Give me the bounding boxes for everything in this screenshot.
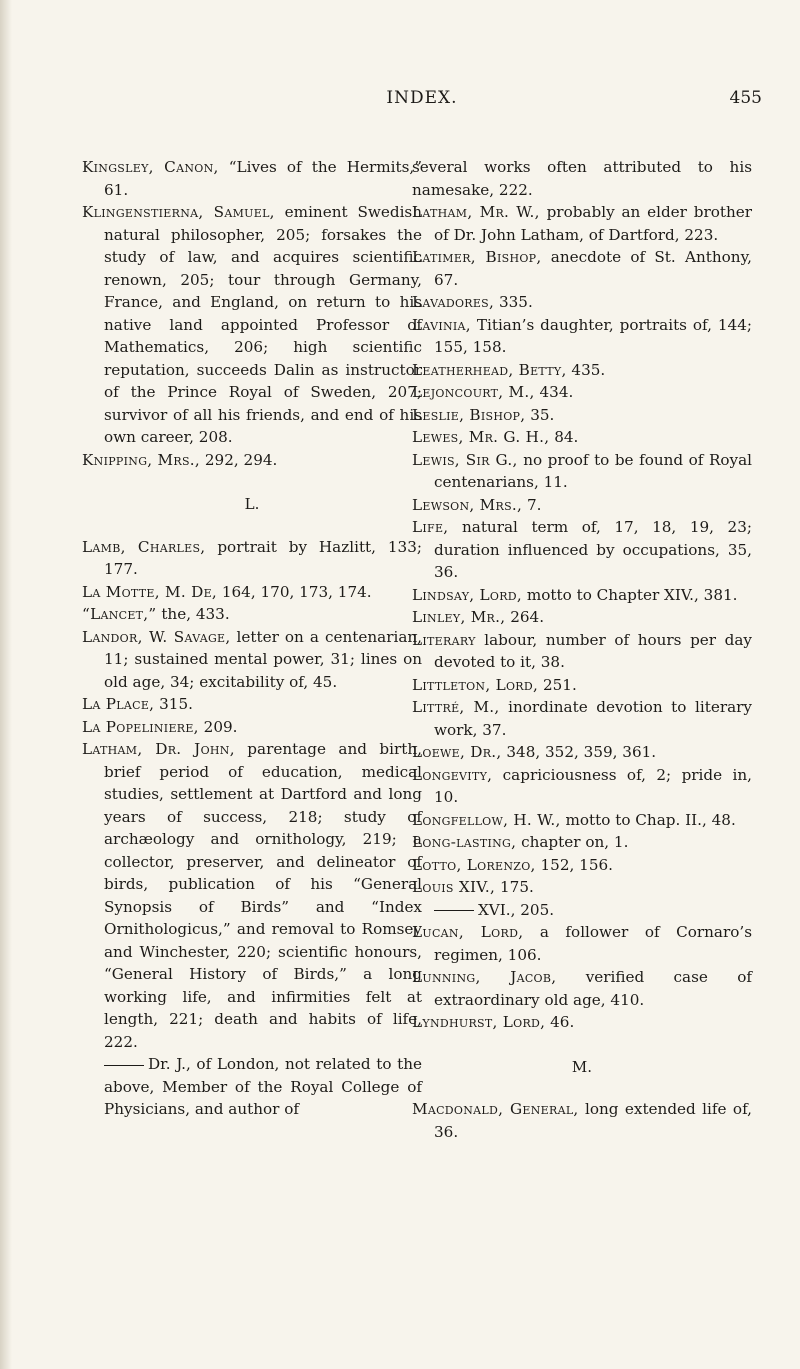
- entry-body: motto to Chap. II., 48.: [560, 810, 736, 829]
- left-column: [82, 156, 422, 1121]
- entry-body: several works often attributed to his namesake, 222.: [412, 158, 752, 199]
- entry-head: La Popeliniere,: [82, 717, 199, 736]
- index-entry: [412, 584, 752, 607]
- entry-head: Longfellow, H. W.,: [412, 810, 561, 829]
- entry-head: Lyndhurst, Lord,: [412, 1013, 546, 1031]
- entry-head: Lewis, Sir G.,: [412, 450, 518, 469]
- index-entry: [412, 314, 752, 359]
- index-entry: [82, 449, 422, 472]
- entry-head: Loewe, Dr.,: [412, 743, 502, 761]
- index-entry: [412, 359, 752, 382]
- right-entries-after: [412, 921, 752, 1034]
- index-entry: [412, 381, 752, 404]
- entry-head: “Lancet,”: [82, 605, 157, 623]
- entry-head: Lavinia,: [412, 315, 471, 334]
- entry-head: Landor, W. Savage,: [82, 627, 231, 646]
- entry-sub-body: 205.: [515, 900, 555, 919]
- entry-head: Latimer, Bishop,: [412, 248, 542, 266]
- page-spine-shadow: [0, 0, 12, 1369]
- entry-body: no proof to be found of Royal centenarians, 11.: [434, 450, 753, 491]
- entry-body: 434.: [534, 383, 574, 401]
- entry-body: “Lives of the Hermits,” 61.: [104, 158, 422, 199]
- index-entry: [412, 449, 752, 494]
- index-entry: [412, 246, 752, 291]
- entry-head: Knipping, Mrs.,: [82, 450, 201, 469]
- entry-body: 435.: [566, 360, 606, 379]
- left-entries-top: [82, 156, 422, 471]
- page-title: INDEX.: [386, 88, 458, 108]
- index-entry: [412, 1011, 752, 1034]
- entry-head: Louis XIV.,: [412, 878, 496, 896]
- index-entry: [412, 696, 752, 741]
- index-entry: [412, 291, 752, 314]
- entry-head: Lucan, Lord,: [412, 923, 524, 941]
- index-entry: [412, 831, 752, 854]
- entry-body: 7.: [522, 495, 542, 514]
- entry-body: 152, 156.: [535, 855, 613, 874]
- left-entries-l: [82, 536, 422, 1054]
- index-entry: [412, 674, 752, 697]
- entry-head: Literary: [412, 630, 476, 649]
- entry-head: Lunning, Jacob,: [412, 968, 557, 986]
- index-entry: [412, 629, 752, 674]
- entry-head: Macdonald, General,: [412, 1100, 579, 1118]
- index-entry: [412, 606, 752, 629]
- entry-body: anecdote of St. Anthony, 67.: [434, 248, 752, 289]
- entry-head: Lindsay, Lord,: [412, 585, 523, 604]
- entry-body: chapter on, 1.: [516, 833, 629, 851]
- entry-head: Latham, Mr. W.,: [412, 203, 540, 221]
- section-letter-m: M.: [571, 1057, 593, 1076]
- section-letter-l: L.: [244, 495, 260, 513]
- entry-head: La Place,: [82, 695, 155, 713]
- index-entry: [412, 741, 752, 764]
- entry-body: 251.: [538, 675, 577, 694]
- entry-body: 348, 352, 359, 361.: [501, 743, 657, 761]
- entry-body: 46.: [545, 1013, 575, 1031]
- index-entry: [412, 876, 752, 899]
- index-entry: [82, 716, 422, 739]
- entry-body: verified case of extraordinary old age, 410.: [434, 968, 752, 1009]
- index-entry: [412, 426, 752, 449]
- page-header: [82, 88, 762, 118]
- entry-head: Kingsley, Canon,: [82, 158, 219, 176]
- entry-body: natural term of, 17, 18, 19, 23; duration influenced by occupations, 35, 36.: [434, 518, 752, 581]
- entry-body: 84.: [549, 428, 579, 446]
- entry-body: capriciousness of, 2; pride in, 10.: [434, 765, 752, 806]
- index-entry: [412, 516, 752, 584]
- entry-body: 292, 294.: [200, 450, 278, 469]
- index-entry: [412, 494, 752, 517]
- right-entries-top: [412, 156, 752, 899]
- index-entry: [82, 201, 422, 449]
- entry-head: Long-lasting,: [412, 833, 517, 851]
- index-entry: [82, 738, 422, 1053]
- entry-body: 175.: [495, 878, 534, 896]
- index-entry: [412, 156, 752, 201]
- entry-head: Leatherhead, Betty,: [412, 360, 567, 379]
- index-entry: [412, 764, 752, 809]
- entry-head: Linley, Mr.,: [412, 608, 506, 626]
- entry-body: letter on a centenarian, 11; sustained mental power, 31; lines on old age, 34; excitability of, 45.: [104, 627, 423, 691]
- index-entry: [82, 536, 422, 581]
- entry-head: Lamb, Charles,: [82, 537, 206, 556]
- index-entry-sub: [82, 1053, 422, 1121]
- entry-head: Lavadores,: [412, 293, 495, 311]
- entry-body: eminent Swedish natural philosopher, 205; forsakes the study of law, and acquires scientific renown, 205; tour through Germany, France, and England, on return to his native land appointed Professor of Mathematics, 206; high scientific reputation, succeeds Dalin as instructor of the Prince Royal of Sweden, 207; survivor of all his friends, and end of his own career, 208.: [104, 203, 422, 446]
- index-entry: [412, 201, 752, 246]
- entry-body: 164, 170, 173, 174.: [217, 582, 372, 601]
- entry-head: La Motte, M. De,: [82, 582, 218, 601]
- entry-body: probably an elder brother of Dr. John Latham, of Dartford, 223.: [434, 203, 752, 244]
- entry-head: Leslie, Bishop,: [412, 405, 526, 424]
- index-entry: [412, 854, 752, 877]
- index-entry: [412, 809, 752, 832]
- entry-body: the, 433.: [156, 605, 230, 623]
- index-entry: [82, 581, 422, 604]
- entry-body: long extended life of, 36.: [434, 1100, 752, 1141]
- entry-body: 35.: [525, 405, 555, 424]
- entry-body: motto to Chapter XIV., 381.: [522, 585, 738, 604]
- entry-body: 335.: [494, 293, 533, 311]
- entry-body: 264.: [505, 608, 545, 626]
- right-entries-m: [412, 1098, 752, 1143]
- index-entry: [82, 603, 422, 626]
- entry-head: Lewson, Mrs.,: [412, 495, 523, 514]
- index-entry-sub: [412, 899, 752, 922]
- ditto-dash: [104, 1065, 144, 1066]
- entry-head: Longevity,: [412, 765, 493, 784]
- right-column: [412, 156, 752, 1143]
- index-entry: [412, 1098, 752, 1143]
- entry-body: portrait by Hazlitt, 133; 177.: [104, 537, 422, 578]
- entry-body: inordinate devotion to literary work, 37.: [434, 698, 752, 739]
- entry-sub-head: XVI.,: [478, 900, 516, 919]
- entry-head: Littré, M.,: [412, 698, 500, 716]
- entry-body: Titian’s daughter, portraits of, 144; 155, 158.: [434, 315, 752, 356]
- index-entry: [82, 156, 422, 201]
- index-entry: [412, 921, 752, 966]
- index-entry: [412, 966, 752, 1011]
- index-entry: [412, 404, 752, 427]
- ditto-dash: [434, 910, 474, 911]
- entry-head: Life,: [412, 518, 449, 536]
- entry-body: 315.: [154, 695, 193, 713]
- index-entry: [82, 693, 422, 716]
- entry-head: Lewes, Mr. G. H.,: [412, 428, 550, 446]
- entry-body: parentage and birth, brief period of education, medical studies, settlement at Dartford and long years of success, 218; study of archæology and ornithology, 219; a collector, preserver, and delineator of birds, publication of his “General Synopsis of Birds” and “Index Ornithologicus,” and removal to Romsey and Winchester, 220; scientific honours, “General History of Birds,” a long working life, and infirmities felt at length, 221; death and habits of life, 222.: [104, 740, 422, 1051]
- entry-sub-body: of London, not related to the above, Member of the Royal College of Physicians, and author of: [104, 1055, 422, 1118]
- entry-sub-head: Dr. J.,: [148, 1055, 191, 1073]
- entry-head: Littleton, Lord,: [412, 675, 539, 694]
- entry-head: Latham, Dr. John,: [82, 740, 235, 758]
- entry-body: a follower of Cornaro’s regimen, 106.: [434, 923, 752, 964]
- entry-body: labour, number of hours per day devoted to it, 38.: [434, 630, 752, 671]
- entry-head: Lotto, Lorenzo,: [412, 855, 536, 874]
- entry-body: 209.: [198, 717, 238, 736]
- entry-head: Lejoncourt, M.,: [412, 383, 535, 401]
- entry-head: Klingenstierna, Samuel,: [82, 203, 275, 221]
- index-entry: [82, 626, 422, 694]
- page-number: 455: [729, 88, 762, 108]
